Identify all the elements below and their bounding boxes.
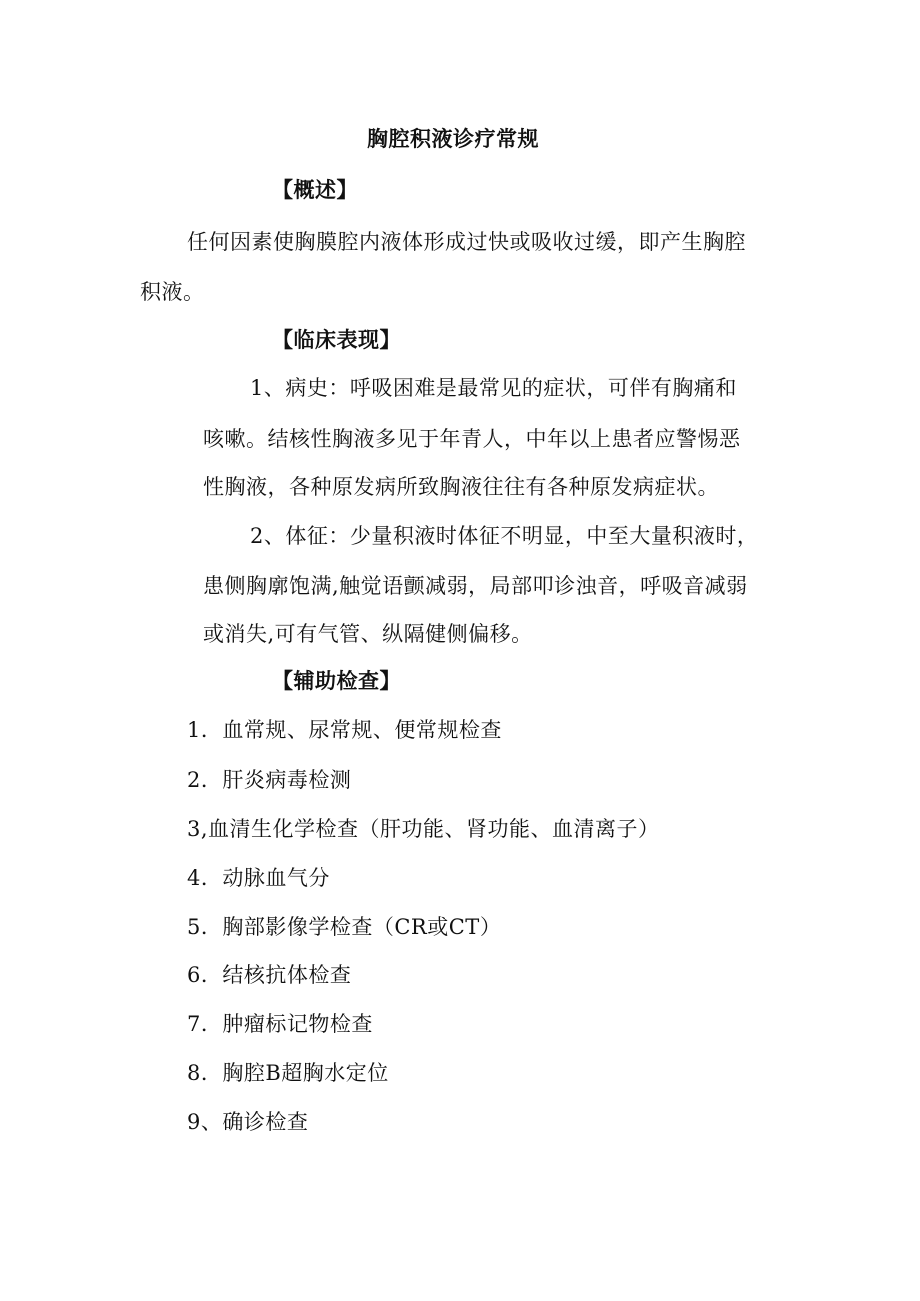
exam-list-item: 7．肿瘤标记物检查 bbox=[187, 1012, 373, 1036]
clinical-signs-line: 或消失,可有气管、纵隔健侧偏移。 bbox=[203, 622, 533, 646]
overview-line: 积液。 bbox=[140, 280, 205, 304]
exam-list-item: 2．肝炎病毒检测 bbox=[187, 768, 352, 792]
clinical-signs-line: 2、体征：少量积液时体征不明显，中至大量积液时， bbox=[250, 524, 759, 548]
exam-list-item: 4．动脉血气分 bbox=[187, 866, 330, 890]
clinical-history-line: 性胸液，各种原发病所致胸液往往有各种原发病症状。 bbox=[203, 475, 719, 499]
exam-list-item: 8．胸腔B超胸水定位 bbox=[187, 1061, 389, 1085]
exam-list-item: 3,血清生化学检查（肝功能、肾功能、血清离子） bbox=[187, 817, 660, 841]
overview-line: 任何因素使胸膜腔内液体形成过快或吸收过缓，即产生胸腔 bbox=[187, 230, 746, 254]
exam-list-item: 6．结核抗体检查 bbox=[187, 963, 352, 987]
section-heading-exams: 【辅助检查】 bbox=[272, 669, 401, 693]
exam-list-item: 9、确诊检查 bbox=[187, 1110, 309, 1134]
exam-list-item: 5．胸部影像学检查（CR或CT） bbox=[187, 915, 502, 939]
exam-list-item: 1．血常规、尿常规、便常规检查 bbox=[187, 718, 502, 742]
section-heading-clinical: 【临床表现】 bbox=[272, 328, 401, 352]
document-title: 胸腔积液诊疗常规 bbox=[367, 127, 539, 151]
section-heading-overview: 【概述】 bbox=[272, 178, 358, 202]
clinical-history-line: 1、病史：呼吸困难是最常见的症状，可伴有胸痛和 bbox=[250, 376, 737, 400]
clinical-signs-line: 患侧胸廓饱满,触觉语颤减弱，局部叩诊浊音，呼吸音减弱 bbox=[203, 574, 748, 598]
clinical-history-line: 咳嗽。结核性胸液多见于年青人，中年以上患者应警惕恶 bbox=[203, 427, 741, 451]
